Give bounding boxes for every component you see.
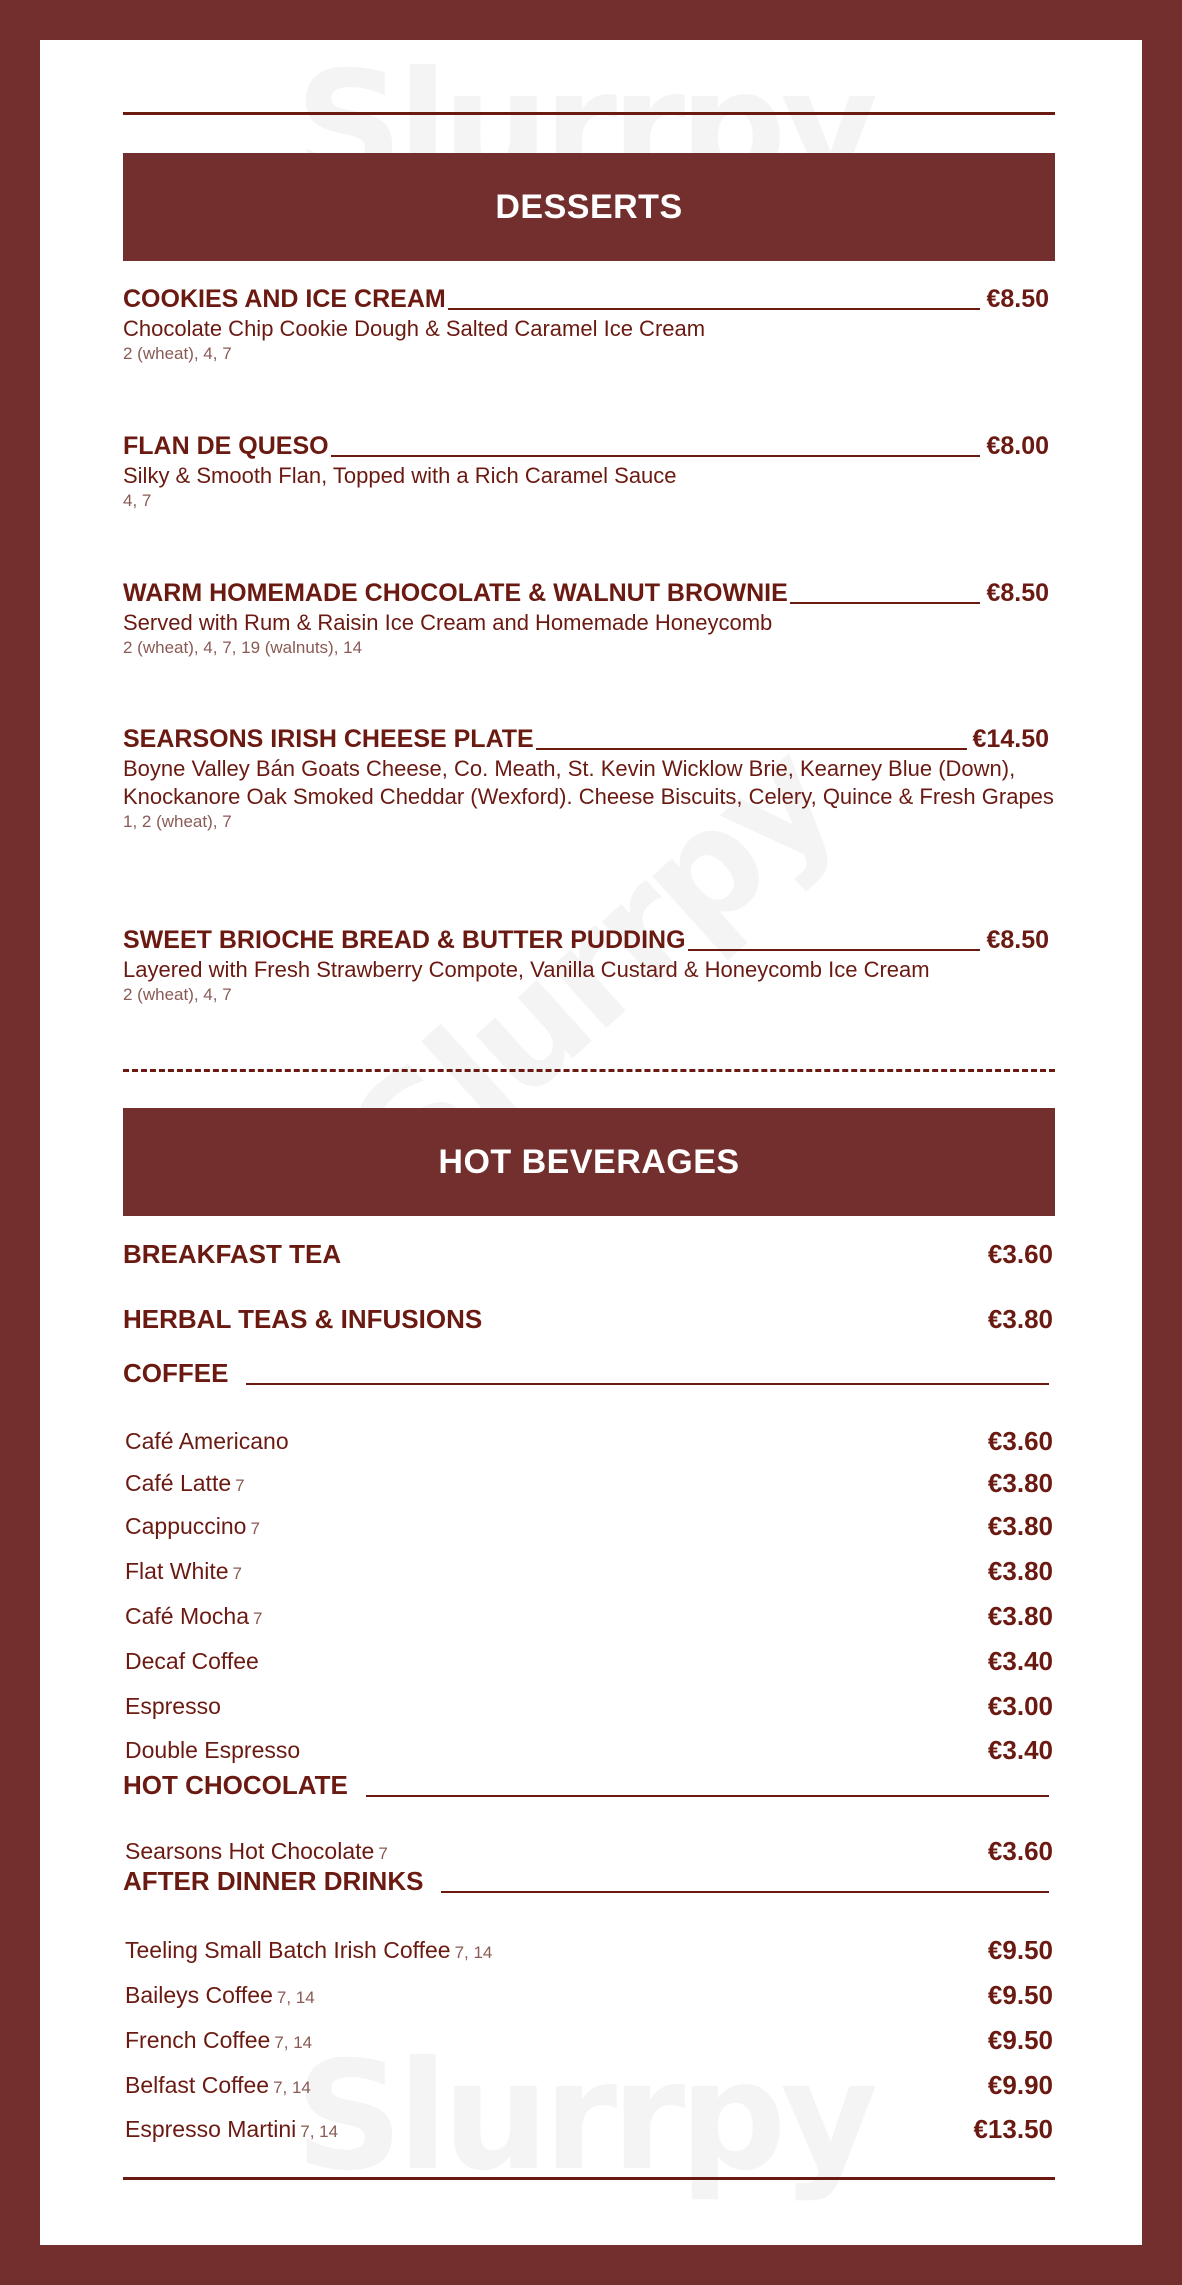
dessert-allergens: 2 (wheat), 4, 7, 19 (walnuts), 14 [123, 638, 363, 657]
coffee-row [125, 1601, 1053, 1632]
dessert-price: €14.50 [972, 725, 1049, 753]
dessert-price: €8.00 [986, 432, 1049, 460]
drink-allergens: 7 [232, 1564, 242, 1583]
top-divider [123, 112, 1055, 115]
coffee-heading [123, 1358, 1055, 1389]
coffee-row [125, 1511, 1053, 1542]
heading-line [441, 1891, 1049, 1893]
tea-name: HERBAL TEAS & INFUSIONS [123, 1304, 483, 1334]
dessert-name: SWEET BRIOCHE BREAD & BUTTER PUDDING [123, 926, 686, 954]
after-dinner-heading [123, 1866, 1055, 1897]
dessert-description: Boyne Valley Bán Goats Cheese, Co. Meath, St. Kevin Wicklow Brie, Kearney Blue (Down), Knockanore Oak Smoked Cheddar (Wexford). Cheese Biscuits, Celery, Quince & Fresh Grapes [123, 756, 1054, 809]
hot-beverages-banner: HOT BEVERAGES [123, 1108, 1055, 1216]
tea-row [123, 1239, 1055, 1270]
dessert-item [123, 427, 1055, 512]
drink-price: €9.90 [987, 2070, 1053, 2100]
dessert-description: Layered with Fresh Strawberry Compote, Vanilla Custard & Honeycomb Ice Cream [123, 957, 930, 982]
after-dinner-row [125, 2070, 1053, 2101]
coffee-row [125, 1556, 1053, 1587]
after-dinner-row [125, 1935, 1053, 1966]
drink-name: Decaf Coffee [125, 1648, 259, 1674]
coffee-row [125, 1646, 1053, 1677]
leader-line [536, 748, 967, 750]
coffee-row [125, 1691, 1053, 1722]
dessert-allergens: 1, 2 (wheat), 7 [123, 812, 232, 831]
drink-allergens: 7 [378, 1844, 388, 1863]
drink-name: Espresso [125, 1693, 221, 1719]
drink-price: €3.80 [987, 1468, 1053, 1498]
tea-price: €3.80 [987, 1304, 1053, 1334]
drink-name: Double Espresso [125, 1737, 301, 1763]
coffee-row [125, 1735, 1053, 1766]
heading-line [366, 1795, 1049, 1797]
drink-price: €3.00 [987, 1691, 1053, 1721]
drink-allergens: 7, 14 [274, 2033, 313, 2052]
drink-allergens: 7 [253, 1609, 263, 1628]
coffee-title: COFFEE [123, 1358, 229, 1388]
menu-content [123, 40, 1055, 2245]
dessert-description: Silky & Smooth Flan, Topped with a Rich Caramel Sauce [123, 463, 677, 488]
drink-name: Baileys Coffee [125, 1982, 273, 2008]
hot-chocolate-title: HOT CHOCOLATE [123, 1770, 348, 1800]
drink-name: Cappuccino [125, 1513, 247, 1539]
dessert-price: €8.50 [986, 926, 1049, 954]
drink-price: €9.50 [987, 1980, 1053, 2010]
coffee-row [125, 1426, 1053, 1457]
after-dinner-row [125, 2025, 1053, 2056]
dessert-name: WARM HOMEMADE CHOCOLATE & WALNUT BROWNIE [123, 579, 788, 607]
drink-name: Espresso Martini [125, 2116, 297, 2142]
dessert-description: Chocolate Chip Cookie Dough & Salted Caramel Ice Cream [123, 316, 706, 341]
tea-price: €3.60 [987, 1239, 1053, 1269]
drink-name: Searsons Hot Chocolate [125, 1838, 375, 1864]
coffee-row [125, 1468, 1053, 1499]
heading-line [246, 1383, 1049, 1385]
drink-name: French Coffee [125, 2027, 271, 2053]
drink-name: Flat White [125, 1558, 229, 1584]
leader-line [448, 308, 981, 310]
after-dinner-row [125, 2114, 1053, 2145]
dessert-item [123, 574, 1055, 659]
drink-name: Café Latte [125, 1470, 232, 1496]
drink-price: €3.80 [987, 1511, 1053, 1541]
section-separator [123, 1069, 1055, 1072]
leader-line [331, 455, 981, 457]
drink-name: Teeling Small Batch Irish Coffee [125, 1937, 451, 1963]
menu-page [40, 40, 1142, 2245]
drink-price: €3.80 [987, 1556, 1053, 1586]
after-dinner-title: AFTER DINNER DRINKS [123, 1866, 424, 1896]
dessert-allergens: 2 (wheat), 4, 7 [123, 985, 232, 1004]
after-dinner-row [125, 1980, 1053, 2011]
bottom-divider [123, 2177, 1055, 2180]
tea-row [123, 1304, 1055, 1335]
drink-price: €3.60 [987, 1426, 1053, 1456]
drink-name: Café Americano [125, 1428, 289, 1454]
hot-chocolate-heading [123, 1770, 1055, 1801]
hot-chocolate-row [125, 1836, 1053, 1867]
drink-allergens: 7, 14 [454, 1943, 493, 1962]
dessert-item [123, 720, 1055, 833]
drink-allergens: 7 [250, 1519, 260, 1538]
dessert-allergens: 4, 7 [123, 491, 152, 510]
drink-price: €13.50 [973, 2114, 1053, 2144]
dessert-name: COOKIES AND ICE CREAM [123, 285, 446, 313]
drink-allergens: 7 [235, 1476, 245, 1495]
drink-allergens: 7, 14 [276, 1988, 315, 2007]
dessert-price: €8.50 [986, 285, 1049, 313]
drink-price: €9.50 [987, 2025, 1053, 2055]
drink-allergens: 7, 14 [273, 2078, 311, 2097]
dessert-name: FLAN DE QUESO [123, 432, 329, 460]
drink-name: Belfast Coffee [125, 2072, 270, 2098]
drink-price: €3.60 [987, 1836, 1053, 1866]
dessert-item [123, 280, 1055, 365]
drink-price: €3.80 [987, 1601, 1053, 1631]
drink-price: €3.40 [987, 1646, 1053, 1676]
drink-price: €9.50 [987, 1935, 1053, 1965]
dessert-name: SEARSONS IRISH CHEESE PLATE [123, 725, 534, 753]
drink-allergens: 7, 14 [300, 2122, 339, 2141]
drink-price: €3.40 [987, 1735, 1053, 1765]
desserts-banner: DESSERTS [123, 153, 1055, 261]
dessert-allergens: 2 (wheat), 4, 7 [123, 344, 232, 363]
drink-name: Café Mocha [125, 1603, 250, 1629]
dessert-description: Served with Rum & Raisin Ice Cream and Homemade Honeycomb [123, 610, 773, 635]
dessert-item [123, 921, 1055, 1006]
dessert-price: €8.50 [986, 579, 1049, 607]
leader-line [688, 949, 981, 951]
tea-name: BREAKFAST TEA [123, 1239, 342, 1269]
leader-line [790, 602, 981, 604]
